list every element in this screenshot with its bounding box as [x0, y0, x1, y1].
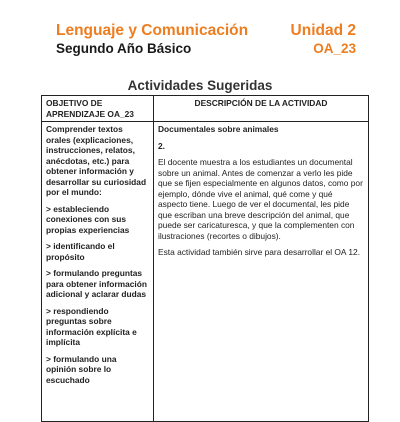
- subject-title: Lenguaje y Comunicación: [56, 22, 249, 39]
- objective-bullet: > estableciendo conexiones con sus propias experiencias: [46, 203, 130, 235]
- objective-bullet: > respondiendo preguntas sobre información explícita e implícita: [46, 305, 137, 347]
- oa-code: OA_23: [313, 41, 356, 56]
- objective-text: Comprender textos orales (explicaciones, instrucciones, relatos, anécdotas, etc.) para obtener información y desarrollar su curiosidad por el mundo:: [46, 124, 147, 197]
- description-column-header: DESCRIPCIÓN DE LA ACTIVIDAD: [154, 96, 369, 122]
- activity-number: 2.: [158, 140, 165, 151]
- activity-title: Documentales sobre animales: [158, 124, 279, 134]
- header-right: [291, 22, 356, 57]
- header-left: [56, 22, 248, 57]
- objective-bullet: > identificando el propósito: [46, 241, 115, 262]
- table-header-row: [42, 96, 369, 122]
- table-body-row: [42, 122, 369, 422]
- activity-note: Esta actividad también sirve para desarrollar el OA 12.: [158, 247, 361, 257]
- objective-column-header: OBJETIVO DE APRENDIZAJE OA_23: [42, 96, 154, 122]
- objective-cell: [42, 122, 154, 422]
- objective-bullet: > formulando una opinión sobre lo escuchado: [46, 353, 117, 385]
- objective-bullet: > formulando preguntas para obtener información adicional y aclarar dudas: [46, 268, 147, 299]
- section-title: Actividades Sugeridas: [127, 78, 273, 93]
- unit-label: Unidad 2: [290, 22, 356, 39]
- activities-table: [41, 95, 369, 422]
- grade-level: Segundo Año Básico: [56, 41, 192, 56]
- activity-description-cell: [154, 122, 369, 422]
- activity-paragraph: El docente muestra a los estudiantes un documental sobre un animal. Antes de comenzar a verlo les pide que se fijen especialmente en algunos datos, como por ejemplo, dónde vive el animal, qué come y qué aspecto tiene. Luego de ver el documental, les pide que escriban una breve descripción del animal, que puede ser caricaturesca, y que la complementen con ilustraciones (recortes o dibujos).: [158, 157, 363, 241]
